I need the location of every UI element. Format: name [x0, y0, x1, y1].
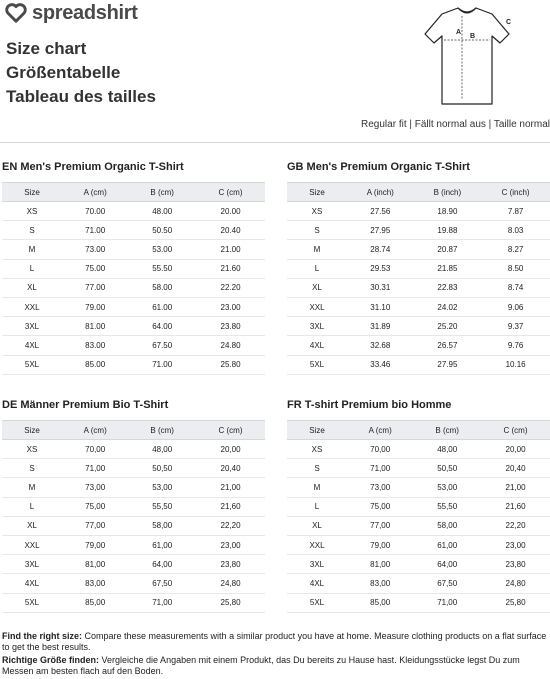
size-cell: XL — [287, 278, 347, 297]
size-cell: S — [2, 459, 62, 478]
measurement-cell: 50,50 — [413, 459, 481, 478]
measurement-cell: 22,20 — [481, 516, 550, 535]
measurement-cell: 9.76 — [481, 336, 550, 355]
table-title: DE Männer Premium Bio T-Shirt — [2, 399, 169, 411]
measurement-cell: 26.57 — [414, 336, 482, 355]
measurement-cell: 77,00 — [347, 516, 413, 535]
measurement-cell: 50,50 — [128, 459, 196, 478]
size-cell: XS — [287, 440, 347, 459]
measurement-cell: 23,00 — [481, 535, 550, 554]
measurement-cell: 30.31 — [347, 278, 414, 297]
size-advice — [2, 631, 548, 679]
table-row — [2, 240, 265, 259]
measurement-cell: 28.74 — [347, 240, 414, 259]
measurement-cell: 53,00 — [413, 478, 481, 497]
measurement-cell: 71.00 — [128, 355, 196, 374]
size-cell: XS — [287, 202, 347, 221]
measurement-cell: 55,50 — [413, 497, 481, 516]
table-row — [287, 297, 550, 316]
measurement-cell: 71,00 — [62, 459, 128, 478]
measurement-cell: 8.27 — [481, 240, 550, 259]
page-titles — [6, 37, 156, 109]
measurement-cell: 25,80 — [196, 593, 265, 612]
column-header: B (cm) — [128, 183, 196, 202]
measurement-cell: 71,00 — [347, 459, 413, 478]
measurement-cell: 58,00 — [413, 516, 481, 535]
divider — [0, 142, 550, 143]
measurement-cell: 32.68 — [347, 336, 414, 355]
brand-name: spreadshirt — [32, 1, 138, 24]
measurement-cell: 79,00 — [347, 535, 413, 554]
table-row — [2, 259, 265, 278]
measurement-cell: 22.83 — [414, 278, 482, 297]
fit-note: Regular fit | Fällt normal aus | Taille normal — [361, 119, 550, 130]
table-row — [2, 278, 265, 297]
table-row — [287, 240, 550, 259]
measurement-cell: 8.50 — [481, 259, 550, 278]
measurement-cell: 19.88 — [414, 221, 482, 240]
measurement-cell: 22,20 — [196, 516, 265, 535]
size-cell: S — [287, 459, 347, 478]
size-cell: XS — [2, 202, 62, 221]
size-table-fr — [287, 420, 550, 613]
measurement-cell: 53.00 — [128, 240, 196, 259]
size-table-de — [2, 420, 265, 613]
measurement-cell: 48,00 — [128, 440, 196, 459]
measurement-cell: 83,00 — [347, 574, 413, 593]
table-row — [287, 336, 550, 355]
measurement-cell: 24,80 — [481, 574, 550, 593]
measurement-cell: 21.60 — [196, 259, 265, 278]
column-header: Size — [2, 183, 62, 202]
size-cell: M — [287, 240, 347, 259]
measurement-cell: 55.50 — [128, 259, 196, 278]
measurement-cell: 21.85 — [414, 259, 482, 278]
table-row — [287, 221, 550, 240]
size-cell: M — [2, 478, 62, 497]
title-en: Size chart — [6, 39, 87, 58]
measurement-cell: 48.00 — [128, 202, 196, 221]
size-cell: XXL — [287, 297, 347, 316]
table-row — [287, 202, 550, 221]
size-cell: XXL — [2, 535, 62, 554]
table-row — [287, 459, 550, 478]
measurement-cell: 21,00 — [481, 478, 550, 497]
column-header: A (inch) — [347, 183, 414, 202]
measurement-cell: 71,00 — [413, 593, 481, 612]
table-title: EN Men's Premium Organic T-Shirt — [2, 161, 184, 173]
measurement-cell: 73,00 — [62, 478, 128, 497]
measurement-cell: 53,00 — [128, 478, 196, 497]
size-cell: L — [287, 497, 347, 516]
measurement-cell: 27.95 — [347, 221, 414, 240]
table-row — [287, 574, 550, 593]
table-row — [287, 478, 550, 497]
size-cell: 5XL — [287, 593, 347, 612]
table-row — [2, 459, 265, 478]
measurement-cell: 23,80 — [196, 555, 265, 574]
measurement-cell: 73.00 — [62, 240, 128, 259]
measurement-cell: 71.00 — [62, 221, 128, 240]
measurement-cell: 23,00 — [196, 535, 265, 554]
table-row — [2, 478, 265, 497]
size-cell: 4XL — [2, 574, 62, 593]
table-header-row — [287, 421, 550, 440]
measurement-cell: 20,40 — [196, 459, 265, 478]
column-header: Size — [287, 183, 347, 202]
title-fr: Tableau des tailles — [6, 87, 156, 106]
measurement-cell: 83.00 — [62, 336, 128, 355]
measurement-cell: 58,00 — [128, 516, 196, 535]
table-row — [2, 336, 265, 355]
table-section-en — [2, 160, 265, 375]
table-row — [2, 574, 265, 593]
measurement-cell: 23.00 — [196, 297, 265, 316]
measurement-cell: 81,00 — [62, 555, 128, 574]
measurement-cell: 24.80 — [196, 336, 265, 355]
heart-logo-icon — [5, 3, 27, 23]
table-title: FR T-shirt Premium bio Homme — [287, 399, 452, 411]
measurement-cell: 75,00 — [62, 497, 128, 516]
table-section-fr — [287, 398, 550, 613]
measurement-cell: 21,60 — [196, 497, 265, 516]
size-cell: XL — [2, 516, 62, 535]
measurement-cell: 9.37 — [481, 317, 550, 336]
measurement-cell: 61,00 — [128, 535, 196, 554]
advice-de-label: Richtige Größe finden: — [2, 655, 100, 665]
table-row — [2, 355, 265, 374]
measurement-cell: 9.06 — [481, 297, 550, 316]
size-cell: XS — [2, 440, 62, 459]
table-row — [287, 555, 550, 574]
advice-en — [2, 631, 548, 653]
measurement-cell: 20.40 — [196, 221, 265, 240]
measurement-cell: 29.53 — [347, 259, 414, 278]
measurement-cell: 83,00 — [62, 574, 128, 593]
column-header: B (cm) — [128, 421, 196, 440]
measurement-cell: 85,00 — [62, 593, 128, 612]
size-cell: L — [2, 497, 62, 516]
table-title: GB Men's Premium Organic T-Shirt — [287, 161, 470, 173]
measurement-cell: 50.50 — [128, 221, 196, 240]
table-row — [287, 278, 550, 297]
measurement-cell: 20.00 — [196, 202, 265, 221]
measurement-cell: 64.00 — [128, 317, 196, 336]
column-header: B (cm) — [413, 421, 481, 440]
advice-en-text: Compare these measurements with a similar product you have at home. Measure clothing products on a flat surface to get the best results. — [2, 631, 547, 652]
advice-de-text: Vergleiche die Angaben mit einem Produkt, das Du bereits zu Hause hast. Kleidungsstücke legst Du zum Messen am besten flach auf den Boden. — [2, 655, 520, 676]
size-cell: XXL — [2, 297, 62, 316]
measurement-cell: 20,00 — [196, 440, 265, 459]
measurement-cell: 25.80 — [196, 355, 265, 374]
size-cell: 5XL — [287, 355, 347, 374]
size-cell: L — [287, 259, 347, 278]
measurement-cell: 21,00 — [196, 478, 265, 497]
table-header-row — [2, 421, 265, 440]
table-row — [2, 535, 265, 554]
size-cell: XL — [287, 516, 347, 535]
title-de: Größentabelle — [6, 63, 121, 82]
column-header: Size — [2, 421, 62, 440]
measurement-cell: 48,00 — [413, 440, 481, 459]
measurement-cell: 25.20 — [414, 317, 482, 336]
table-row — [287, 497, 550, 516]
measurement-cell: 8.74 — [481, 278, 550, 297]
measurement-cell: 75,00 — [347, 497, 413, 516]
size-cell: 4XL — [287, 336, 347, 355]
size-cell: 3XL — [2, 555, 62, 574]
diagram-label-c: C — [506, 19, 512, 26]
measurement-cell: 20.87 — [414, 240, 482, 259]
measurement-cell: 21.00 — [196, 240, 265, 259]
column-header: Size — [287, 421, 347, 440]
measurement-cell: 73,00 — [347, 478, 413, 497]
measurement-cell: 25,80 — [481, 593, 550, 612]
measurement-cell: 27.95 — [414, 355, 482, 374]
measurement-cell: 61.00 — [128, 297, 196, 316]
measurement-cell: 8.03 — [481, 221, 550, 240]
size-cell: XXL — [287, 535, 347, 554]
table-row — [287, 259, 550, 278]
measurement-cell: 21,60 — [481, 497, 550, 516]
table-row — [2, 593, 265, 612]
column-header: C (cm) — [196, 183, 265, 202]
measurement-cell: 64,00 — [128, 555, 196, 574]
measurement-cell: 27.56 — [347, 202, 414, 221]
advice-en-label: Find the right size: — [2, 631, 82, 641]
table-row — [287, 516, 550, 535]
measurement-cell: 33.46 — [347, 355, 414, 374]
column-header: B (inch) — [414, 183, 482, 202]
table-row — [2, 555, 265, 574]
table-row — [2, 202, 265, 221]
table-row — [287, 593, 550, 612]
measurement-cell: 64,00 — [413, 555, 481, 574]
table-row — [287, 535, 550, 554]
table-row — [287, 317, 550, 336]
measurement-cell: 77.00 — [62, 278, 128, 297]
measurement-cell: 23.80 — [196, 317, 265, 336]
measurement-cell: 85.00 — [62, 355, 128, 374]
measurement-cell: 20,00 — [481, 440, 550, 459]
measurement-cell: 67.50 — [128, 336, 196, 355]
table-row — [2, 297, 265, 316]
measurement-cell: 67,50 — [413, 574, 481, 593]
measurement-cell: 79,00 — [62, 535, 128, 554]
measurement-cell: 61,00 — [413, 535, 481, 554]
column-header: C (cm) — [196, 421, 265, 440]
measurement-cell: 85,00 — [347, 593, 413, 612]
size-cell: 5XL — [2, 355, 62, 374]
table-section-de — [2, 398, 265, 613]
measurement-cell: 10.16 — [481, 355, 550, 374]
table-row — [2, 317, 265, 336]
brand-logo — [5, 2, 138, 24]
measurement-cell: 77,00 — [62, 516, 128, 535]
table-row — [287, 440, 550, 459]
column-header: A (cm) — [62, 421, 128, 440]
column-header: C (cm) — [481, 421, 550, 440]
column-header: A (cm) — [347, 421, 413, 440]
size-cell: S — [287, 221, 347, 240]
column-header: A (cm) — [62, 183, 128, 202]
measurement-cell: 70,00 — [347, 440, 413, 459]
measurement-cell: 75.00 — [62, 259, 128, 278]
size-cell: M — [287, 478, 347, 497]
measurement-cell: 79.00 — [62, 297, 128, 316]
size-cell: 5XL — [2, 593, 62, 612]
table-row — [287, 355, 550, 374]
table-header-row — [2, 183, 265, 202]
size-cell: 3XL — [2, 317, 62, 336]
size-cell: 3XL — [287, 555, 347, 574]
measurement-cell: 67,50 — [128, 574, 196, 593]
table-row — [2, 440, 265, 459]
size-cell: XL — [2, 278, 62, 297]
measurement-cell: 71,00 — [128, 593, 196, 612]
size-table-en — [2, 182, 265, 375]
measurement-cell: 31.89 — [347, 317, 414, 336]
measurement-cell: 24,80 — [196, 574, 265, 593]
size-cell: L — [2, 259, 62, 278]
size-table-gb — [287, 182, 550, 375]
size-cell: S — [2, 221, 62, 240]
table-section-gb — [287, 160, 550, 375]
measurement-cell: 81,00 — [347, 555, 413, 574]
advice-de — [2, 655, 548, 677]
table-row — [2, 497, 265, 516]
measurement-cell: 81.00 — [62, 317, 128, 336]
tshirt-measurement-diagram — [408, 4, 526, 108]
measurement-cell: 70.00 — [62, 202, 128, 221]
diagram-label-b: B — [470, 33, 476, 40]
measurement-cell: 20,40 — [481, 459, 550, 478]
table-row — [2, 221, 265, 240]
size-cell: M — [2, 240, 62, 259]
measurement-cell: 31.10 — [347, 297, 414, 316]
measurement-cell: 23,80 — [481, 555, 550, 574]
table-row — [2, 516, 265, 535]
table-header-row — [287, 183, 550, 202]
column-header: C (inch) — [481, 183, 550, 202]
measurement-cell: 7.87 — [481, 202, 550, 221]
measurement-cell: 18.90 — [414, 202, 482, 221]
size-cell: 3XL — [287, 317, 347, 336]
size-cell: 4XL — [2, 336, 62, 355]
measurement-cell: 55,50 — [128, 497, 196, 516]
size-cell: 4XL — [287, 574, 347, 593]
measurement-cell: 22.20 — [196, 278, 265, 297]
measurement-cell: 58.00 — [128, 278, 196, 297]
measurement-cell: 70,00 — [62, 440, 128, 459]
measurement-cell: 24.02 — [414, 297, 482, 316]
diagram-label-a: A — [456, 29, 462, 36]
